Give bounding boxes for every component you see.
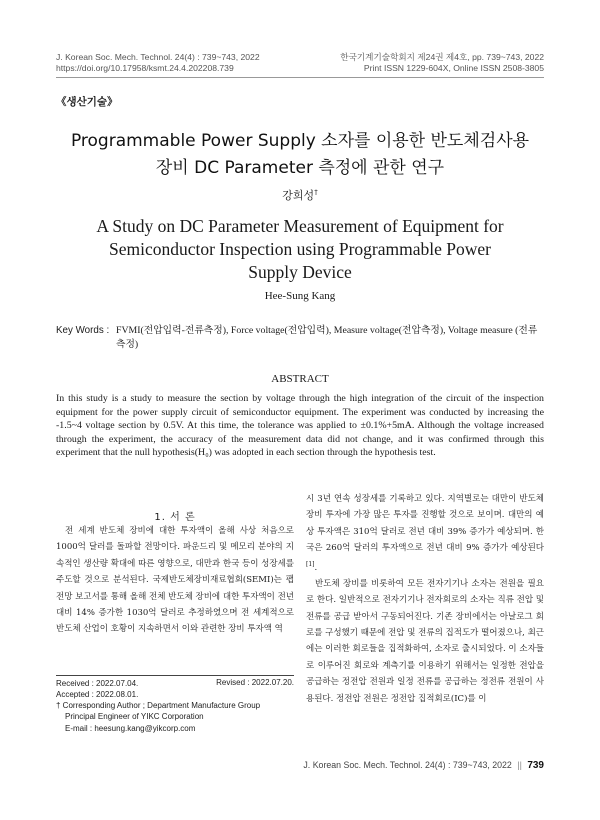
page-number: 739 [527, 760, 544, 771]
title-english-line2: Semiconductor Inspection using Programmable Power [108, 239, 491, 259]
abstract-text: In this study is a study to measure the section by voltage through the high integration of the circuit of the inspection equipment for the power supply circuit of semiconductor equipment. The experiment was conducted by increasing the -1.5~4 voltage section by 0.5V. At this time, the tolerance was applied to ±0.1%+5mA. Although the voltage increased through the experiment, the accuracy of the measurement data did not change, and it was confirmed through this experiment that the null hypothesis(H₀) was adopted in each section through the hypothesis test. [56, 393, 544, 459]
running-header-left [56, 52, 260, 74]
footer-separator: || [517, 760, 522, 770]
doi-link[interactable]: https://doi.org/10.17958/ksmt.24.4.202208.739 [56, 63, 234, 73]
abstract-title: ABSTRACT [271, 373, 329, 385]
footer-citation: J. Korean Soc. Mech. Technol. 24(4) : 739~743, 2022 [303, 760, 512, 770]
accepted-date: Accepted : 2022.08.01. [56, 690, 139, 699]
author-english: Hee-Sung Kang [264, 290, 336, 302]
paragraph-end: . [314, 562, 318, 573]
keywords-label: Key Words : [56, 325, 110, 336]
running-header-right [340, 52, 544, 74]
title-english-line3: Supply Device [248, 262, 352, 282]
title-korean-line2: 장비 DC Parameter 측정에 관한 연구 [155, 158, 445, 178]
issn-info: Print ISSN 1229-604X, Online ISSN 2508-3805 [363, 63, 544, 73]
power-supply-paragraph: 반도체 장비를 비롯하여 모든 전자기기나 소자는 전원을 필요로 한다. 일반적으로 전자기기나 전자회로의 소자는 직류 전압 및 전류를 공급 받아서 구동되어진다. 기존 장비에서는 아날로그 회로를 구성했기 때문에 전압 및 전류의 집적도가 떨어졌으나, 최근에는 이러한 회로들을 집적화하여, 소자로 출시되었다. 이 소자들로 이루어진 회로와 계측기를 이용하기 위해서는 일정한 전압을 공급하는 정전압 전원과 일정 전류를 공급하는 정전류 전원이 사용된다. 정전압 전원은 정전압 집적회로(IC)를 이 [306, 578, 544, 704]
title-korean-line1: Programmable Power Supply 소자를 이용한 반도체검사용 [70, 131, 530, 151]
corresponding-author-line2: Principal Engineer of YIKC Corporation [65, 712, 204, 722]
title-english-line1: A Study on DC Parameter Measurement of Equipment for [96, 216, 504, 236]
corresponding-author-email[interactable]: E-mail : heesung.kang@yikcorp.com [65, 723, 196, 733]
reference-marker[interactable]: [1] [306, 560, 315, 568]
author-korean [0, 187, 600, 203]
article-category: 《생산기술》 [56, 96, 118, 108]
section-introduction-title: 1. 서 론 [154, 512, 196, 523]
title-korean [40, 128, 560, 182]
footnote-divider [56, 675, 294, 676]
introduction-paragraph: 전 세계 반도체 장비에 대한 투자액이 올해 사상 처음으로 1000억 달러를 돌파할 전망이다. 파운드리 및 메모리 분야의 지속적인 생산량 확대에 따른 영향으로, 대만과 한국 등이 성장세를 주도할 것으로 분석된다. 국제반도체장비재료협회(SEMI)는 팹 전망 보고서를 통해 올해 전체 반도체 장비에 대한 투자액이 전년 대비 14% 증가한 1030억 달러로 추정하였으며 전 세계적으로 반도체 산업이 호황이 지속하면서 이와 관련한 장비 투자액 역 [56, 526, 294, 635]
corresponding-author-line1: † Corresponding Author ; Department Manufacture Group [56, 701, 261, 710]
corresponding-author-note [56, 700, 294, 734]
journal-citation-korean: 한국기계기술학회지 제24권 제4호, pp. 739~743, 2022 [340, 52, 544, 62]
corresponding-mark: † [314, 188, 318, 197]
journal-citation: J. Korean Soc. Mech. Technol. 24(4) : 739~743, 2022 [56, 52, 260, 62]
header-divider [56, 77, 544, 78]
right-column [306, 491, 544, 707]
introduction-paragraph-continued [306, 491, 544, 576]
received-date: Received : 2022.07.04. [56, 679, 139, 688]
left-column [56, 523, 294, 638]
keywords-text: FVMI(전압입력-전류측정), Force voltage(전압입력), Measure voltage(전압측정), Voltage measure (전류측정) [116, 325, 538, 350]
paragraph-text: 시 3년 연속 성장세를 기록하고 있다. 지역별로는 대만이 반도체 장비 투자에 가장 많은 투자를 진행할 것으로 보이며. 대만의 예상 투자액은 310억 달러로 전년 대비 39% 증가가 예상되며. 한국은 260억 달러의 투자액으로 전년 대비 9% 증가가 예상된다 [306, 494, 544, 554]
title-english [60, 215, 540, 284]
page-footer [303, 760, 544, 771]
author-korean-name: 강희성 [282, 189, 315, 202]
revised-date: Revised : 2022.07.20. [216, 678, 294, 687]
